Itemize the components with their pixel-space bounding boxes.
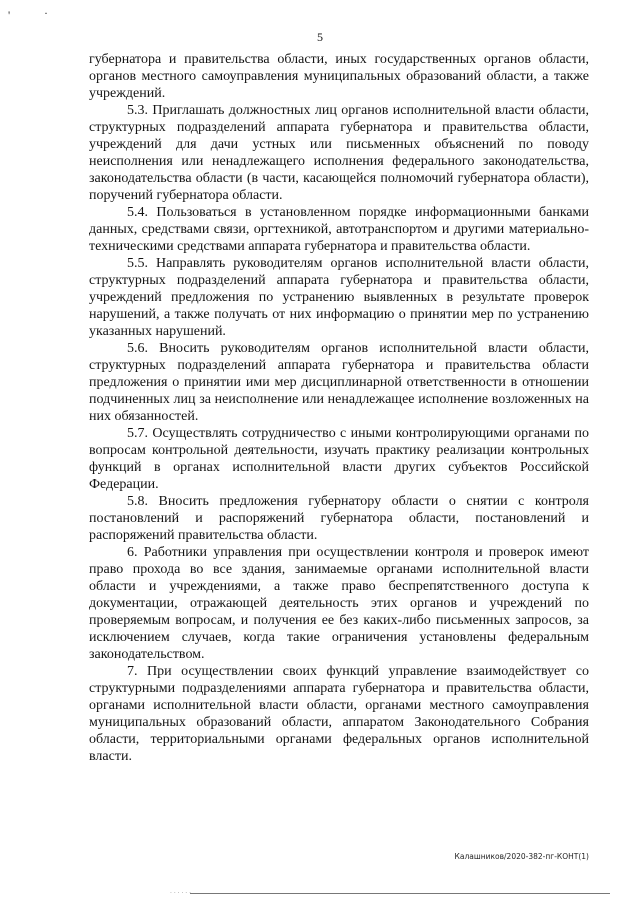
footer-dots: . . . . . . bbox=[170, 888, 191, 895]
scan-mark: · bbox=[44, 6, 48, 20]
document-body bbox=[89, 51, 589, 765]
paragraph-5-6: 5.6. Вносить руководителям органов исполнительной власти области, структурных подразделений аппарата губернатора и правительства области предложения о принятии ими мер дисциплинарной ответственности в отношении подчиненных лиц за неисполнение или ненадлежащее исполнение возложенных на них обязанностей. bbox=[89, 341, 589, 424]
paragraph-5-3: 5.3. Приглашать должностных лиц органов исполнительной власти области, структурных подразделений аппарата губернатора и правительства области, учреждений для дачи устных или письменных объяснений по поводу неисполнения или ненадлежащего исполнения федерального законодательства, законодательства области (в части, касающейся полномочий губернатора области), поручений губернатора области. bbox=[89, 103, 589, 203]
paragraph-continuation: губернатора и правительства области, иных государственных органов области, органов местного самоуправления муниципальных образований области, а также учреждений. bbox=[89, 52, 589, 101]
document-code: Калашников/2020-382-пг-КОНТ(1) bbox=[454, 852, 589, 861]
paragraph-7: 7. При осуществлении своих функций управление взаимодействует со структурными подразделениями аппарата губернатора и правительства области, органами исполнительной власти области, органами местного самоуправления муниципальных образований области, аппаратом Законодательного Собрания области, территориальными органами федеральных органов исполнительной власти. bbox=[89, 664, 589, 764]
page-number: 5 bbox=[317, 30, 323, 44]
paragraph-6: 6. Работники управления при осуществлении контроля и проверок имеют право прохода во все здания, занимаемые органами исполнительной власти области и учреждениями, а также право беспрепятственного доступа к документации, отражающей деятельность этих органов и учреждений по проверяемым вопросам, и получения ее без каких-либо письменных запросов, за исключением случаев, когда такие ограничения установлены федеральным законодательством. bbox=[89, 545, 589, 662]
paragraph-5-8: 5.8. Вносить предложения губернатору области о снятии с контроля постановлений и распоряжений губернатора области, постановлений и распоряжений правительства области. bbox=[89, 494, 589, 543]
paragraph-5-4: 5.4. Пользоваться в установленном порядке информационными банками данных, средствами связи, оргтехникой, автотранспортом и другими материально-техническими средствами аппарата губернатора и правительства области. bbox=[89, 205, 589, 254]
scan-mark: ' bbox=[8, 8, 11, 22]
paragraph-5-5: 5.5. Направлять руководителям органов исполнительной власти области, структурных подразделений аппарата губернатора и правительства области, учреждений предложения по устранению выявленных в результате проверок нарушений, а также получать от них информацию о принятии мер по устранению указанных нарушений. bbox=[89, 256, 589, 339]
paragraph-5-7: 5.7. Осуществлять сотрудничество с иными контролирующими органами по вопросам контрольной деятельности, изучать практику реализации контрольных функций в органах исполнительной власти других субъектов Российской Федерации. bbox=[89, 426, 589, 492]
footer-divider bbox=[190, 893, 610, 894]
